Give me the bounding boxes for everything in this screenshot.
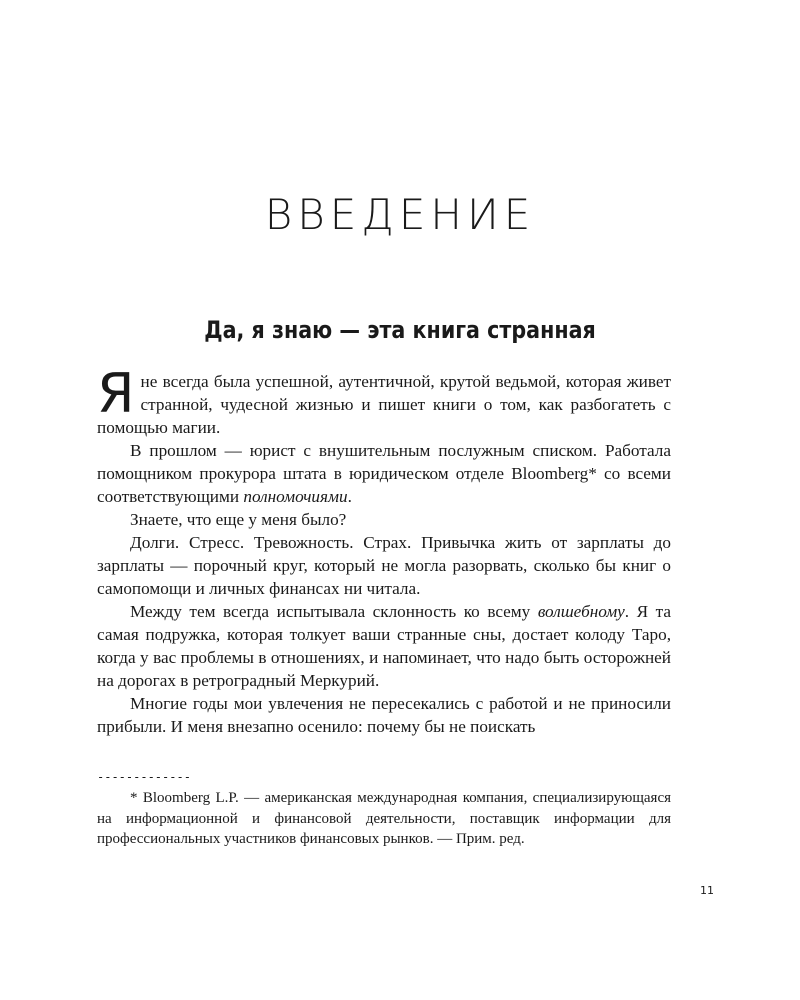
drop-cap: Я	[97, 362, 135, 425]
paragraph-2-text-b: .	[347, 487, 352, 506]
body-text	[97, 362, 671, 738]
paragraph-5-emphasis: волшебному	[537, 602, 625, 621]
paragraph-4: Долги. Стресс. Тревожность. Страх. Привычка жить от зарплаты до зарплаты — порочный круг, который не могла разорвать, сколько бы книг о самопомощи и личных финансах ни читала.	[97, 533, 671, 598]
paragraph-2-emphasis: полномочиями	[243, 487, 348, 506]
page-number: 11	[700, 884, 714, 897]
paragraph-1-text: не всегда была успешной, аутентичной, крутой ведьмой, которая живет странной, чудесной жизнью и пишет книги о том, как разбогатеть с помощью магии.	[97, 372, 671, 437]
paragraph-6: Многие годы мои увлечения не пересекались с работой и не приносили прибыли. И меня внезапно осенило: почему бы не поискать	[97, 694, 671, 736]
chapter-title: ВВЕДЕНИЕ	[264, 190, 536, 239]
footnote-text: * Bloomberg L.P. — американская международная компания, специализирующаяся на информационной и финансовой деятельности, поставщик информации для профессиональных участников финансовых рынков. — Прим. ред.	[97, 790, 671, 847]
footnote-divider: -------------	[97, 770, 191, 784]
section-title: Да, я знаю — эта книга странная	[204, 316, 596, 344]
paragraph-2	[97, 439, 671, 508]
paragraph-5	[97, 600, 671, 692]
paragraph-5-text-a: Между тем всегда испытывала склонность ко всему	[130, 602, 538, 621]
paragraph-5-text-b: . Я та самая подружка, которая толкует ваши странные сны, достает колоду Таро, когда у вас проблемы в отношениях, и напоминает, что надо быть осторожней на дорогах в ретроградный Меркурий.	[97, 602, 671, 690]
paragraph-2-text-a: В прошлом — юрист с внушительным послужным списком. Работала помощником прокурора штата в юридическом отделе Bloomberg* со всеми соответствующими	[97, 441, 671, 506]
paragraph-1	[97, 362, 671, 439]
paragraph-3: Знаете, что еще у меня было?	[130, 510, 347, 529]
footnote	[97, 788, 671, 850]
